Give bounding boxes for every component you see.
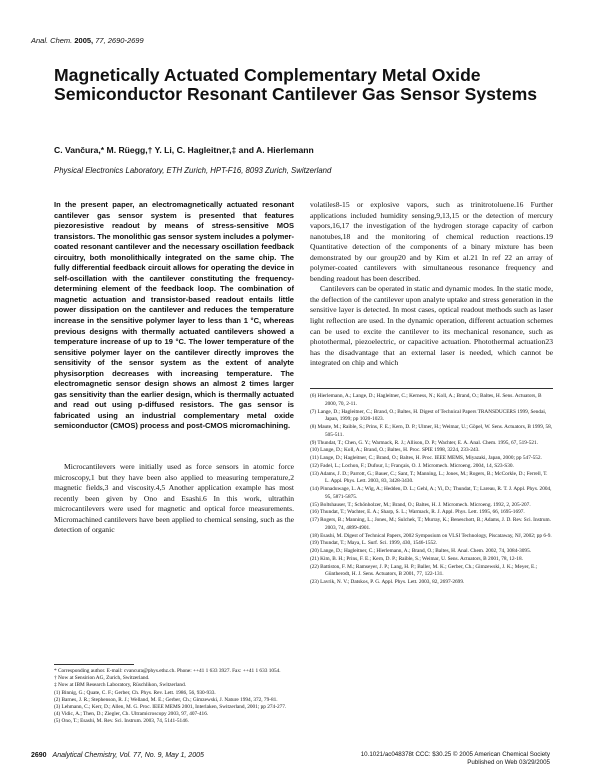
page-footer: [31, 752, 204, 759]
footnotes: [54, 668, 294, 726]
reference: (3) Lehmann, C.; Kerr, D.; Allen, M. G. Proc. IEEE MEMS 2001, Interlaken, Switzerland, 2001; pp 274-277.: [54, 704, 287, 711]
footnote: ‡ Now at IBM Research Laboratory, Rüschlikon, Switzerland.: [54, 682, 187, 689]
reference: (15) Boltshauser, T.; Schönholzer, M.; Brand, O.; Baltes, H. J. Micromech. Microeng. 1992, 2, 205-207.: [310, 501, 531, 508]
reference: (14) Pinnaduwage, L. A.; Wig, A.; Hedden, D. L.; Gehl, A.; Yi, D.; Thundat, T.; Lareau, R. T. J. Appl. Phys. 2004, 95, 5871-5875.: [310, 486, 552, 500]
reference: (10) Lange, D.; Koll, A.; Brand, O.; Baltes, H. Proc. SPIE 1998, 3224, 233-243.: [310, 447, 480, 454]
authors: C. Vančura,* M. Rüegg,† Y. Li, C. Hagleitner,‡ and A. Hierlemann: [54, 145, 314, 155]
reference: (23) Lavrik, N. V.; Datskos, P. G. Appl. Phys. Lett. 2003, 82, 2697-2699.: [310, 579, 465, 585]
references-list: [310, 393, 553, 587]
reference: (19) Thundat, T.; Maya, L. Surf. Sci. 1999, 430, 1546-1552.: [310, 540, 438, 547]
right-paragraph-2: Cantilevers can be operated in static and dynamic modes. In the static mode, the deflection of the cantilever upon analyte uptake and stress generation in the sensitive layer is detected. In most cases, optical readout methods such as laser light reflection are used. In the dynamic operation, different actuation schemes can be used to excite the cantilever to its mechanical resonance, such as photothermal, piezoelectric, or capacitive actuation. Photothermal actuation23 has the disadvantage that an external laser is needed, which cannot be integrated on chip and which: [310, 284, 553, 368]
right-paragraph-1: volatiles8-15 or explosive vapors, such as trinitrotoluene.16 Further applications included humidity sensing,9,13,15 or the detection of mercury vapors,16,17 the investigation of the hydrogen storage capacity of carbon nanotubes,18 and the monitoring of chemical reduction reactions.19 Quantitative detection of the components of a binary mixture has been demonstrated by our group20 and by Kim et al.21 In ref 22 an array of polymer-coated cantilevers with simultaneous resonance frequency and bending readout has been described.: [310, 200, 553, 283]
reference: (12) Fadel, L.; Lochon, F.; Dufour, I.; Français, O. J. Micromech. Microeng. 2004, 14, S23-S30.: [310, 462, 514, 469]
abstract: In the present paper, an electromagnetically actuated resonant cantilever gas sensor system is presented that features piezoresistive readout by means of stress-sensitive MOS transistors. The monolithic gas sensor system includes a polymer-coated resonant cantilever and the necessary oscillation feedback circuitry, both monolithically integrated on the same chip. The fully differential feedback circuit allows for operating the device in self-oscillation with the cantilever constituting the frequency-determining element of the feedback loop. The combination of magnetic actuation and transistor-based readout entails little power dissipation on the cantilever and reduces the temperature increase in the sensitive polymer layer to less than 1 °C, whereas previous designs with thermally actuated cantilevers showed a temperature increase of up to 19 °C. The lower temperature of the sensitive polymer layer on the cantilever directly improves the sensitivity of the sensor system as the extent of analyte physisorption decreases with increasing temperature. The electromagnetic sensor design shows an almost 2 times larger gas sensitivity than the earlier design, which is thermally actuated and read out using p-diffused resistors. The gas sensor is fabricated using an industrial complementary metal oxide semiconductor (CMOS) process and post-CMOS micromachining.: [54, 200, 294, 431]
reference: (18) Esashi, M. Digest of Technical Papers, 2002 Symposium on VLSI Technology, Piscataway, NJ, 2002; pp 6-9.: [310, 532, 552, 539]
published-line: Published on Web 03/29/2005: [467, 758, 550, 766]
journal-header: Anal. Chem. 2005, 77, 2690-2699: [31, 36, 144, 45]
doi-line: 10.1021/ac048378t CCC: $30.25 © 2005 American Chemical Society: [360, 751, 550, 758]
footer-journal: Analytical Chemistry, Vol. 77, No. 9, May 1, 2005: [52, 752, 204, 759]
page-number: 2690: [31, 752, 47, 759]
introduction-paragraph: Microcantilevers were initially used as force sensors in atomic force microscopy,1 but they have been also applied to measuring temperature,2 magnetic fields,3 and viscosity.4,5 Another application example has most recently been given by Ono and Esashi.6 In this work, ultrathin microcantilevers were used for magnetic and optical force measurements. Micromachined cantilevers have been applied to chemical sensing, such as the detection of organic: [54, 462, 294, 535]
reference: (6) Hierlemann, A.; Lange, D.; Hagleitner, C.; Kerness, N.; Koll, A.; Brand, O.; Baltes, H. Sens. Actuators, B 2000, 70, 2-11.: [310, 393, 542, 407]
reference: (8) Maute, M.; Raible, S.; Prins, F. E.; Kern, D. P.; Ulmer, H.; Weimar, U.; Göpel, W. Sens. Actuators, B 1999, 58, 505-511.: [310, 424, 553, 438]
reference: (1) Binnig, G.; Quate, C. F.; Gerber, Ch. Phys. Rev. Lett. 1986, 56, 930-933.: [54, 689, 216, 696]
reference: (2) Barnes, J. R.; Stephenson, R. J.; Welland, M. E.; Gerber, Ch.; Gimzewski, J. Nature 1994, 372, 79-81.: [54, 696, 278, 703]
reference: (11) Lange, D.; Hagleitner, C.; Brand, O.; Baltes, H. Proc. IEEE MEMS, Miyazaki, Japan, 2000; pp 547-552.: [310, 455, 542, 461]
reference: (20) Lange, D.; Hagleitner, C.; Hierlemann, A.; Brand, O.; Baltes, H. Anal. Chem. 2002, 74, 3084-3095.: [310, 548, 532, 554]
footnote: * Corresponding author. E-mail: cvancura@phys.ethz.ch. Phone: ++41 1 633 3927. Fax: ++41 1 633 1054.: [54, 668, 281, 674]
affiliation: Physical Electronics Laboratory, ETH Zurich, HPT-F16, 8093 Zurich, Switzerland: [54, 166, 332, 175]
reference: (13) Adams, J. D.; Parrott, G.; Bauer, C.; Sant, T.; Manning, L.; Jones, M.; Rogers, B.; McCorkle, D.; Ferrell, T. L. Appl. Phys. Lett. 2003, 83, 3428-3430.: [310, 470, 548, 485]
footer-publication-info: [300, 751, 550, 766]
reference: (21) Kim, B. H.; Prins, F. E.; Kern, D. P.; Raible, S.; Weimar, U. Sens. Actuators, B 2001, 78, 12-18.: [310, 555, 523, 562]
reference: (9) Thundat, T.; Chen, G. Y.; Warmack, R. J.; Allison, D. P.; Wachter, E. A. Anal. Chem. 1995, 67, 519-521.: [310, 439, 538, 446]
reference: (16) Thundat, T.; Wachter, E. A.; Sharp, S. L.; Warmack, R. J. Appl. Phys. Lett. 1995, 66, 1695-1697.: [310, 509, 525, 516]
reference: (7) Lange, D.; Hagleitner, C.; Brand, O.; Baltes, H. Digest of Technical Papers TRANSDUCERS 1999, Sendai, Japan, 1999; pp 1020-1023.: [310, 408, 547, 423]
reference: (4) Vidic, A.; Then, D.; Ziegler, Ch. Ultramicroscopy 2003, 97, 407-416.: [54, 711, 209, 718]
reference: (17) Rogers, B.; Manning, L.; Jones, M.; Sulchek, T.; Murray, K.; Beneschott, B.; Adams, J. D. Rev. Sci. Instrum. 2003, 74, 4899-4901.: [310, 517, 551, 531]
reference: (22) Battiston, F. M.; Ramseyer, J. P.; Lang, H. P.; Baller, M. K.; Gerber, Ch.; Gimzewski, J. K.; Meyer, E.; Güntherodt, H. J. Sens. Actuators, B 2001, 77, 122-131.: [310, 563, 538, 578]
footnote: † Now at Sensirion AG, Zurich, Switzerland.: [54, 675, 150, 682]
article-title: Magnetically Actuated Complementary Metal Oxide Semiconductor Resonant Cantilever Gas Sensor Systems: [54, 65, 538, 104]
references-divider: [310, 388, 553, 389]
reference: (5) Ono, T.; Esashi, M. Rev. Sci. Instrum. 2003, 74, 5141-5146.: [54, 718, 189, 725]
right-column-text: [310, 200, 553, 369]
footnote-divider: [54, 664, 134, 665]
